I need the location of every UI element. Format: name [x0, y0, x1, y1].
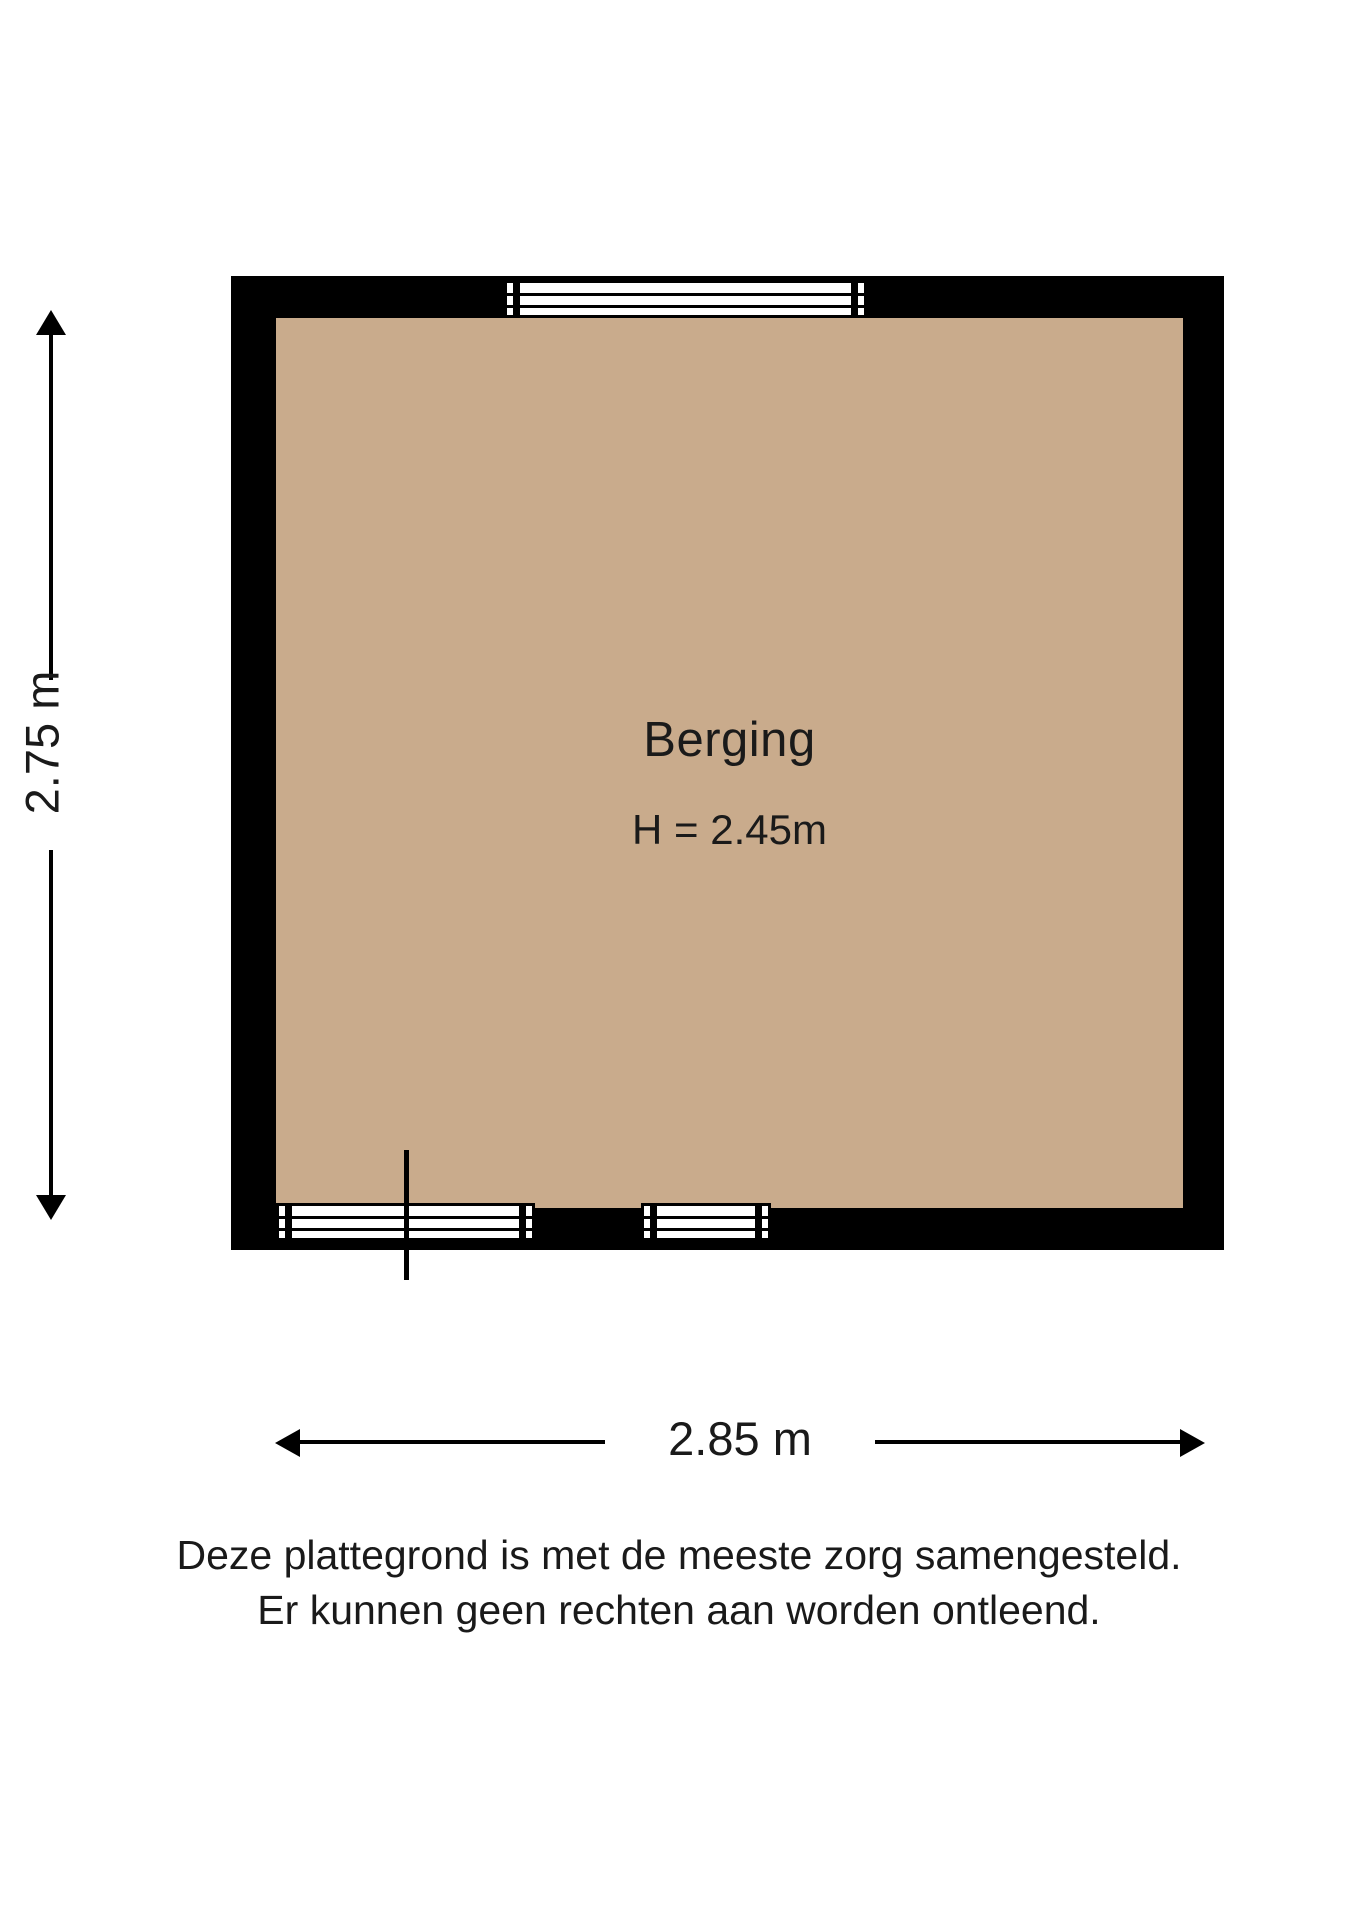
window-end-cap [650, 1206, 657, 1238]
disclaimer-line-1: Deze plattegrond is met de meeste zorg samengesteld. [176, 1532, 1182, 1578]
arrow-up-icon [36, 310, 66, 335]
window-end-cap [513, 283, 520, 315]
dimension-horizontal-label: 2.85 m [605, 1411, 875, 1466]
window-pane-line [644, 1216, 768, 1219]
disclaimer-line-2: Er kunnen geen rechten aan worden ontleend. [257, 1586, 1101, 1633]
window-end-cap [755, 1206, 762, 1238]
room-height-label: H = 2.45m [632, 806, 827, 853]
window-end-cap [285, 1206, 292, 1238]
window-end-cap [519, 1206, 526, 1238]
arrow-left-icon [275, 1429, 300, 1457]
arrow-right-icon [1180, 1429, 1205, 1457]
window-pane-line [507, 305, 864, 308]
dimension-vertical [15, 310, 144, 1220]
disclaimer [0, 1528, 1358, 1637]
window-pane-line [644, 1228, 768, 1231]
dimension-horizontal [275, 1400, 1205, 1480]
arrow-down-icon [36, 1195, 66, 1220]
window-pane-line [507, 293, 864, 296]
window-bottom-right-icon [641, 1203, 771, 1241]
window-end-cap [851, 283, 858, 315]
door-swing-leaf-icon [404, 1150, 409, 1280]
window-top-icon [504, 280, 867, 318]
dimension-vertical-label: 2.75 m [15, 670, 69, 815]
room-name-label: Berging [643, 713, 816, 767]
